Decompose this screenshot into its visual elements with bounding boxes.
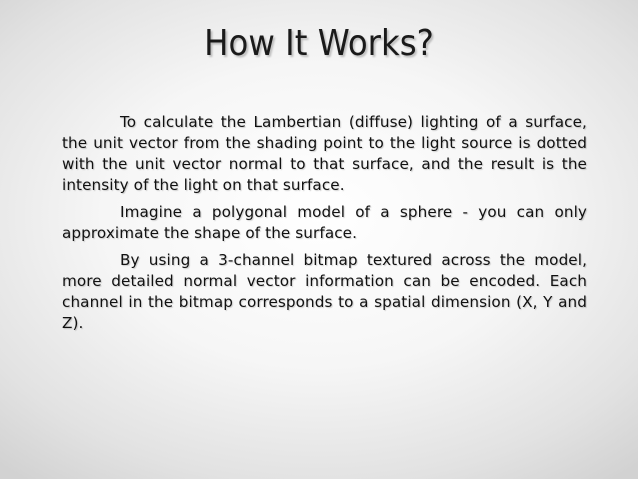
slide-title: How It Works? [204,23,434,64]
slide-body [62,112,587,340]
paragraph-lambertian: To calculate the Lambertian (diffuse) lighting of a surface, the unit vector from the shading point to the light source is dotted with the unit vector normal to that surface, and the result is the intensity of the light on that surface. [62,113,587,194]
paragraph-sphere: Imagine a polygonal model of a sphere - you can only approximate the shape of the surface. [62,203,587,242]
paragraph-bitmap: By using a 3-channel bitmap textured across the model, more detailed normal vector information can be encoded. Each channel in the bitmap corresponds to a spatial dimension (X, Y and Z). [62,251,587,332]
